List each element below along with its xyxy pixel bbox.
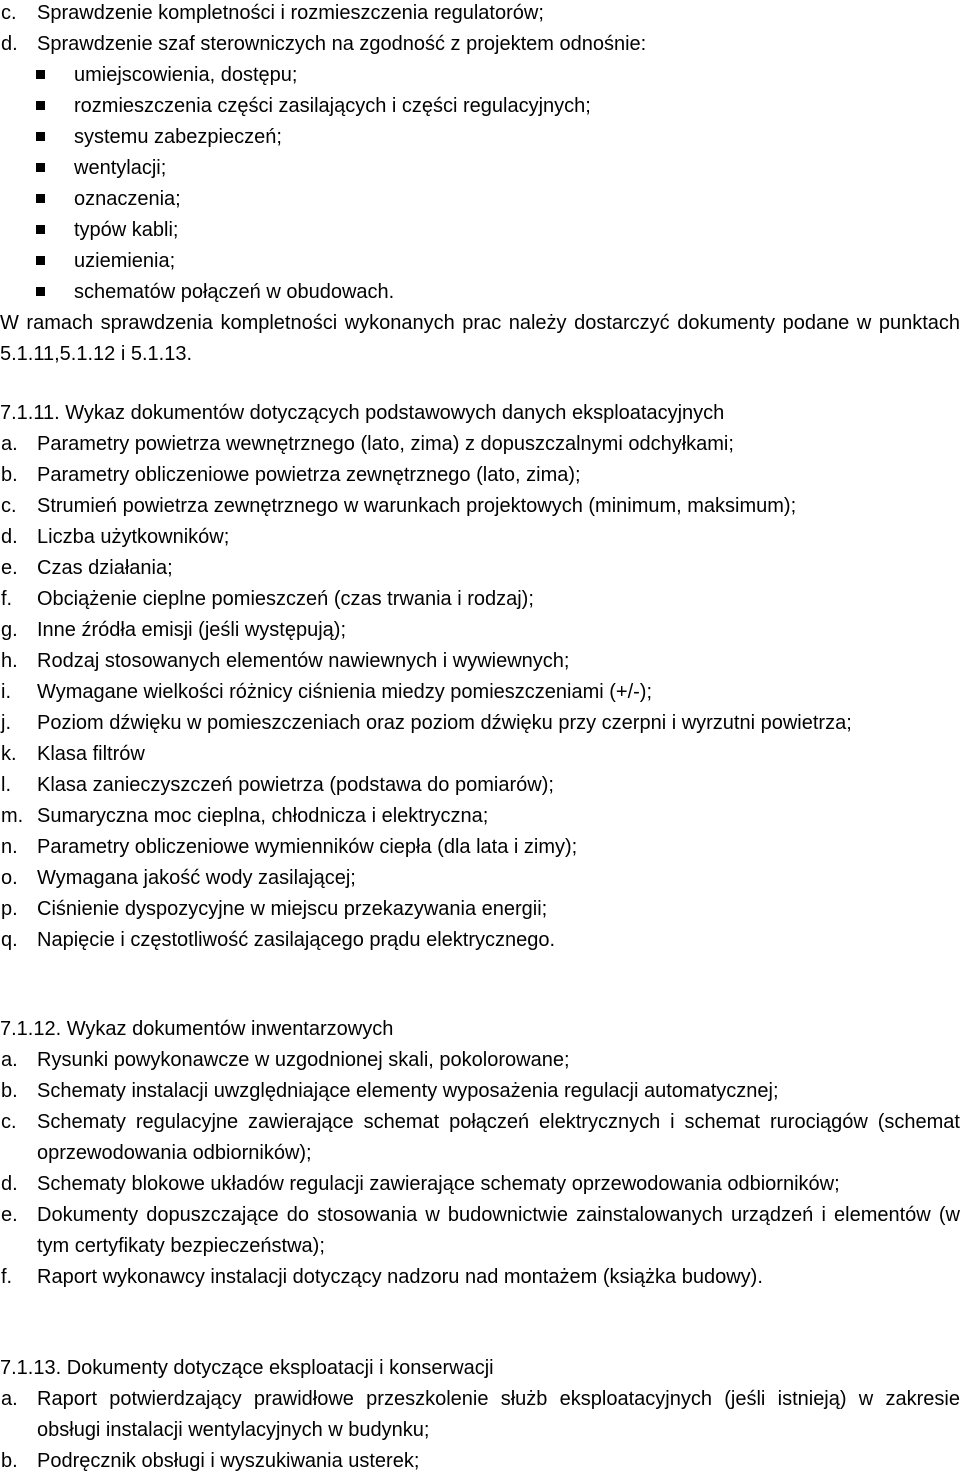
list-marker: i.: [1, 681, 11, 703]
bullet-text: systemu zabezpieczeń;: [74, 126, 282, 148]
section-7-1-12: [0, 1014, 960, 1293]
list-item-text: Inne źródła emisji (jeśli występują);: [37, 619, 347, 641]
list-marker: a.: [1, 1388, 18, 1410]
bullet-text: rozmieszczenia części zasilających i części regulacyjnych;: [74, 95, 591, 117]
list-marker: f.: [1, 588, 13, 610]
list-item: [0, 429, 960, 460]
list-item-d: [0, 29, 960, 60]
list-item: [0, 491, 960, 522]
list-item-text: Parametry powietrza wewnętrznego (lato, zima) z dopuszczalnymi odchyłkami;: [37, 433, 734, 455]
list-item: [0, 584, 960, 615]
bullet-text: umiejscowienia, dostępu;: [74, 64, 298, 86]
list-marker: e.: [1, 557, 18, 579]
list-item: [0, 1107, 960, 1169]
list-item: [0, 615, 960, 646]
list-marker: m.: [1, 805, 24, 827]
list-item-text: Liczba użytkowników;: [37, 526, 230, 548]
list-marker: k.: [1, 743, 17, 765]
bullet-item: [0, 246, 960, 277]
list-marker: f.: [1, 1266, 13, 1288]
list-item: [0, 1169, 960, 1200]
bullet-item: [0, 122, 960, 153]
list-marker: b.: [1, 1450, 18, 1472]
list-marker: c.: [1, 2, 17, 24]
list-item: [0, 1384, 960, 1446]
list-item: [0, 894, 960, 925]
section-heading: 7.1.13. Dokumenty dotyczące eksploatacji i konserwacji: [0, 1357, 494, 1379]
list-marker: c.: [1, 1111, 17, 1133]
list-marker: h.: [1, 650, 18, 672]
list-item-text: Czas działania;: [37, 557, 173, 579]
list-item-text: Napięcie i częstotliwość zasilającego prądu elektrycznego.: [37, 929, 556, 951]
list-marker: n.: [1, 836, 18, 858]
list-item: [0, 460, 960, 491]
list-marker: d.: [1, 1173, 18, 1195]
bullet-item: [0, 91, 960, 122]
list-marker: d.: [1, 526, 18, 548]
list-item-text: Schematy regulacyjne zawierające schemat połączeń elektrycznych i schemat rurociągów (schemat oprzewodowania odbiorników);: [37, 1111, 960, 1164]
bullet-text: schematów połączeń w obudowach.: [74, 281, 395, 303]
list-marker: e.: [1, 1204, 18, 1226]
list-marker: c.: [1, 495, 17, 517]
list-item-text: Parametry obliczeniowe powietrza zewnętrznego (lato, zima);: [37, 464, 581, 486]
list-item-c: [0, 0, 960, 29]
list-item: [0, 553, 960, 584]
top-list: [0, 0, 960, 370]
list-item-text: Sprawdzenie szaf sterowniczych na zgodność z projektem odnośnie:: [37, 33, 647, 55]
list-marker: l.: [1, 774, 11, 796]
list-marker: a.: [1, 1049, 18, 1071]
list-marker: j.: [1, 712, 11, 734]
list-item-text: Wymagana jakość wody zasilającej;: [37, 867, 356, 889]
list-item-text: Klasa filtrów: [37, 743, 145, 765]
bullet-text: typów kabli;: [74, 219, 179, 241]
list-item-text: Raport potwierdzający prawidłowe przeszkolenie służb eksploatacyjnych (jeśli istnieją) w zakresie obsługi instalacji wentylacyjnych w budynku;: [37, 1388, 960, 1441]
list-item: [0, 801, 960, 832]
list-marker: b.: [1, 1080, 18, 1102]
list-marker: d.: [1, 33, 18, 55]
list-item-text: Strumień powietrza zewnętrznego w warunkach projektowych (minimum, maksimum);: [37, 495, 797, 517]
list-item: [0, 770, 960, 801]
list-item: [0, 1200, 960, 1262]
bullet-item: [0, 215, 960, 246]
list-item-text: Poziom dźwięku w pomieszczeniach oraz poziom dźwięku przy czerpni i wyrzutni powietrza;: [37, 712, 852, 734]
list-item-text: Klasa zanieczyszczeń powietrza (podstawa do pomiarów);: [37, 774, 554, 796]
list-item: [0, 1076, 960, 1107]
list-item: [0, 708, 960, 739]
completeness-paragraph: W ramach sprawdzenia kompletności wykonanych prac należy dostarczyć dokumenty podane w punktach 5.1.11,5.1.12 i 5.1.13.: [0, 312, 960, 365]
list-marker: p.: [1, 898, 18, 920]
bullet-text: wentylacji;: [74, 157, 167, 179]
list-item: [0, 646, 960, 677]
list-item: [0, 1446, 960, 1477]
section-heading: 7.1.12. Wykaz dokumentów inwentarzowych: [0, 1018, 394, 1040]
list-item-text: Sprawdzenie kompletności i rozmieszczenia regulatorów;: [37, 2, 544, 24]
list-marker: o.: [1, 867, 18, 889]
list-item-text: Raport wykonawcy instalacji dotyczący nadzoru nad montażem (książka budowy).: [37, 1266, 763, 1288]
list-item-text: Podręcznik obsługi i wyszukiwania usterek;: [37, 1450, 420, 1472]
list-item-text: Rysunki powykonawcze w uzgodnionej skali, pokolorowane;: [37, 1049, 570, 1071]
list-item: [0, 522, 960, 553]
bullet-item: [0, 153, 960, 184]
list-item-text: Obciążenie cieplne pomieszczeń (czas trwania i rodzaj);: [37, 588, 534, 610]
list-item: [0, 1045, 960, 1076]
list-item: [0, 832, 960, 863]
list-item-text: Parametry obliczeniowe wymienników ciepła (dla lata i zimy);: [37, 836, 578, 858]
list-item-text: Sumaryczna moc cieplna, chłodnicza i elektryczna;: [37, 805, 489, 827]
bullet-item: [0, 184, 960, 215]
bullet-text: uziemienia;: [74, 250, 176, 272]
list-item-text: Rodzaj stosowanych elementów nawiewnych i wywiewnych;: [37, 650, 570, 672]
list-item: [0, 677, 960, 708]
section-heading: 7.1.11. Wykaz dokumentów dotyczących podstawowych danych eksploatacyjnych: [0, 402, 725, 424]
list-marker: a.: [1, 433, 18, 455]
bullet-item: [0, 60, 960, 91]
bullet-text: oznaczenia;: [74, 188, 181, 210]
list-item-text: Schematy instalacji uwzględniające elementy wyposażenia regulacji automatycznej;: [37, 1080, 779, 1102]
section-7-1-13: [0, 1353, 960, 1477]
section-7-1-11: [0, 398, 960, 956]
list-item-text: Schematy blokowe układów regulacji zawierające schematy oprzewodowania odbiorników;: [37, 1173, 840, 1195]
list-item: [0, 739, 960, 770]
list-item: [0, 863, 960, 894]
list-item: [0, 1262, 960, 1293]
list-marker: b.: [1, 464, 18, 486]
list-item-text: Dokumenty dopuszczające do stosowania w budownictwie zainstalowanych urządzeń i elementów (w tym certyfikaty bezpieczeństwa);: [37, 1204, 960, 1257]
list-marker: g.: [1, 619, 18, 641]
list-item-text: Ciśnienie dyspozycyjne w miejscu przekazywania energii;: [37, 898, 548, 920]
list-marker: q.: [1, 929, 18, 951]
bullet-item: [0, 277, 960, 308]
list-item-text: Wymagane wielkości różnicy ciśnienia miedzy pomieszczeniami (+/-);: [37, 681, 653, 703]
list-item: [0, 925, 960, 956]
